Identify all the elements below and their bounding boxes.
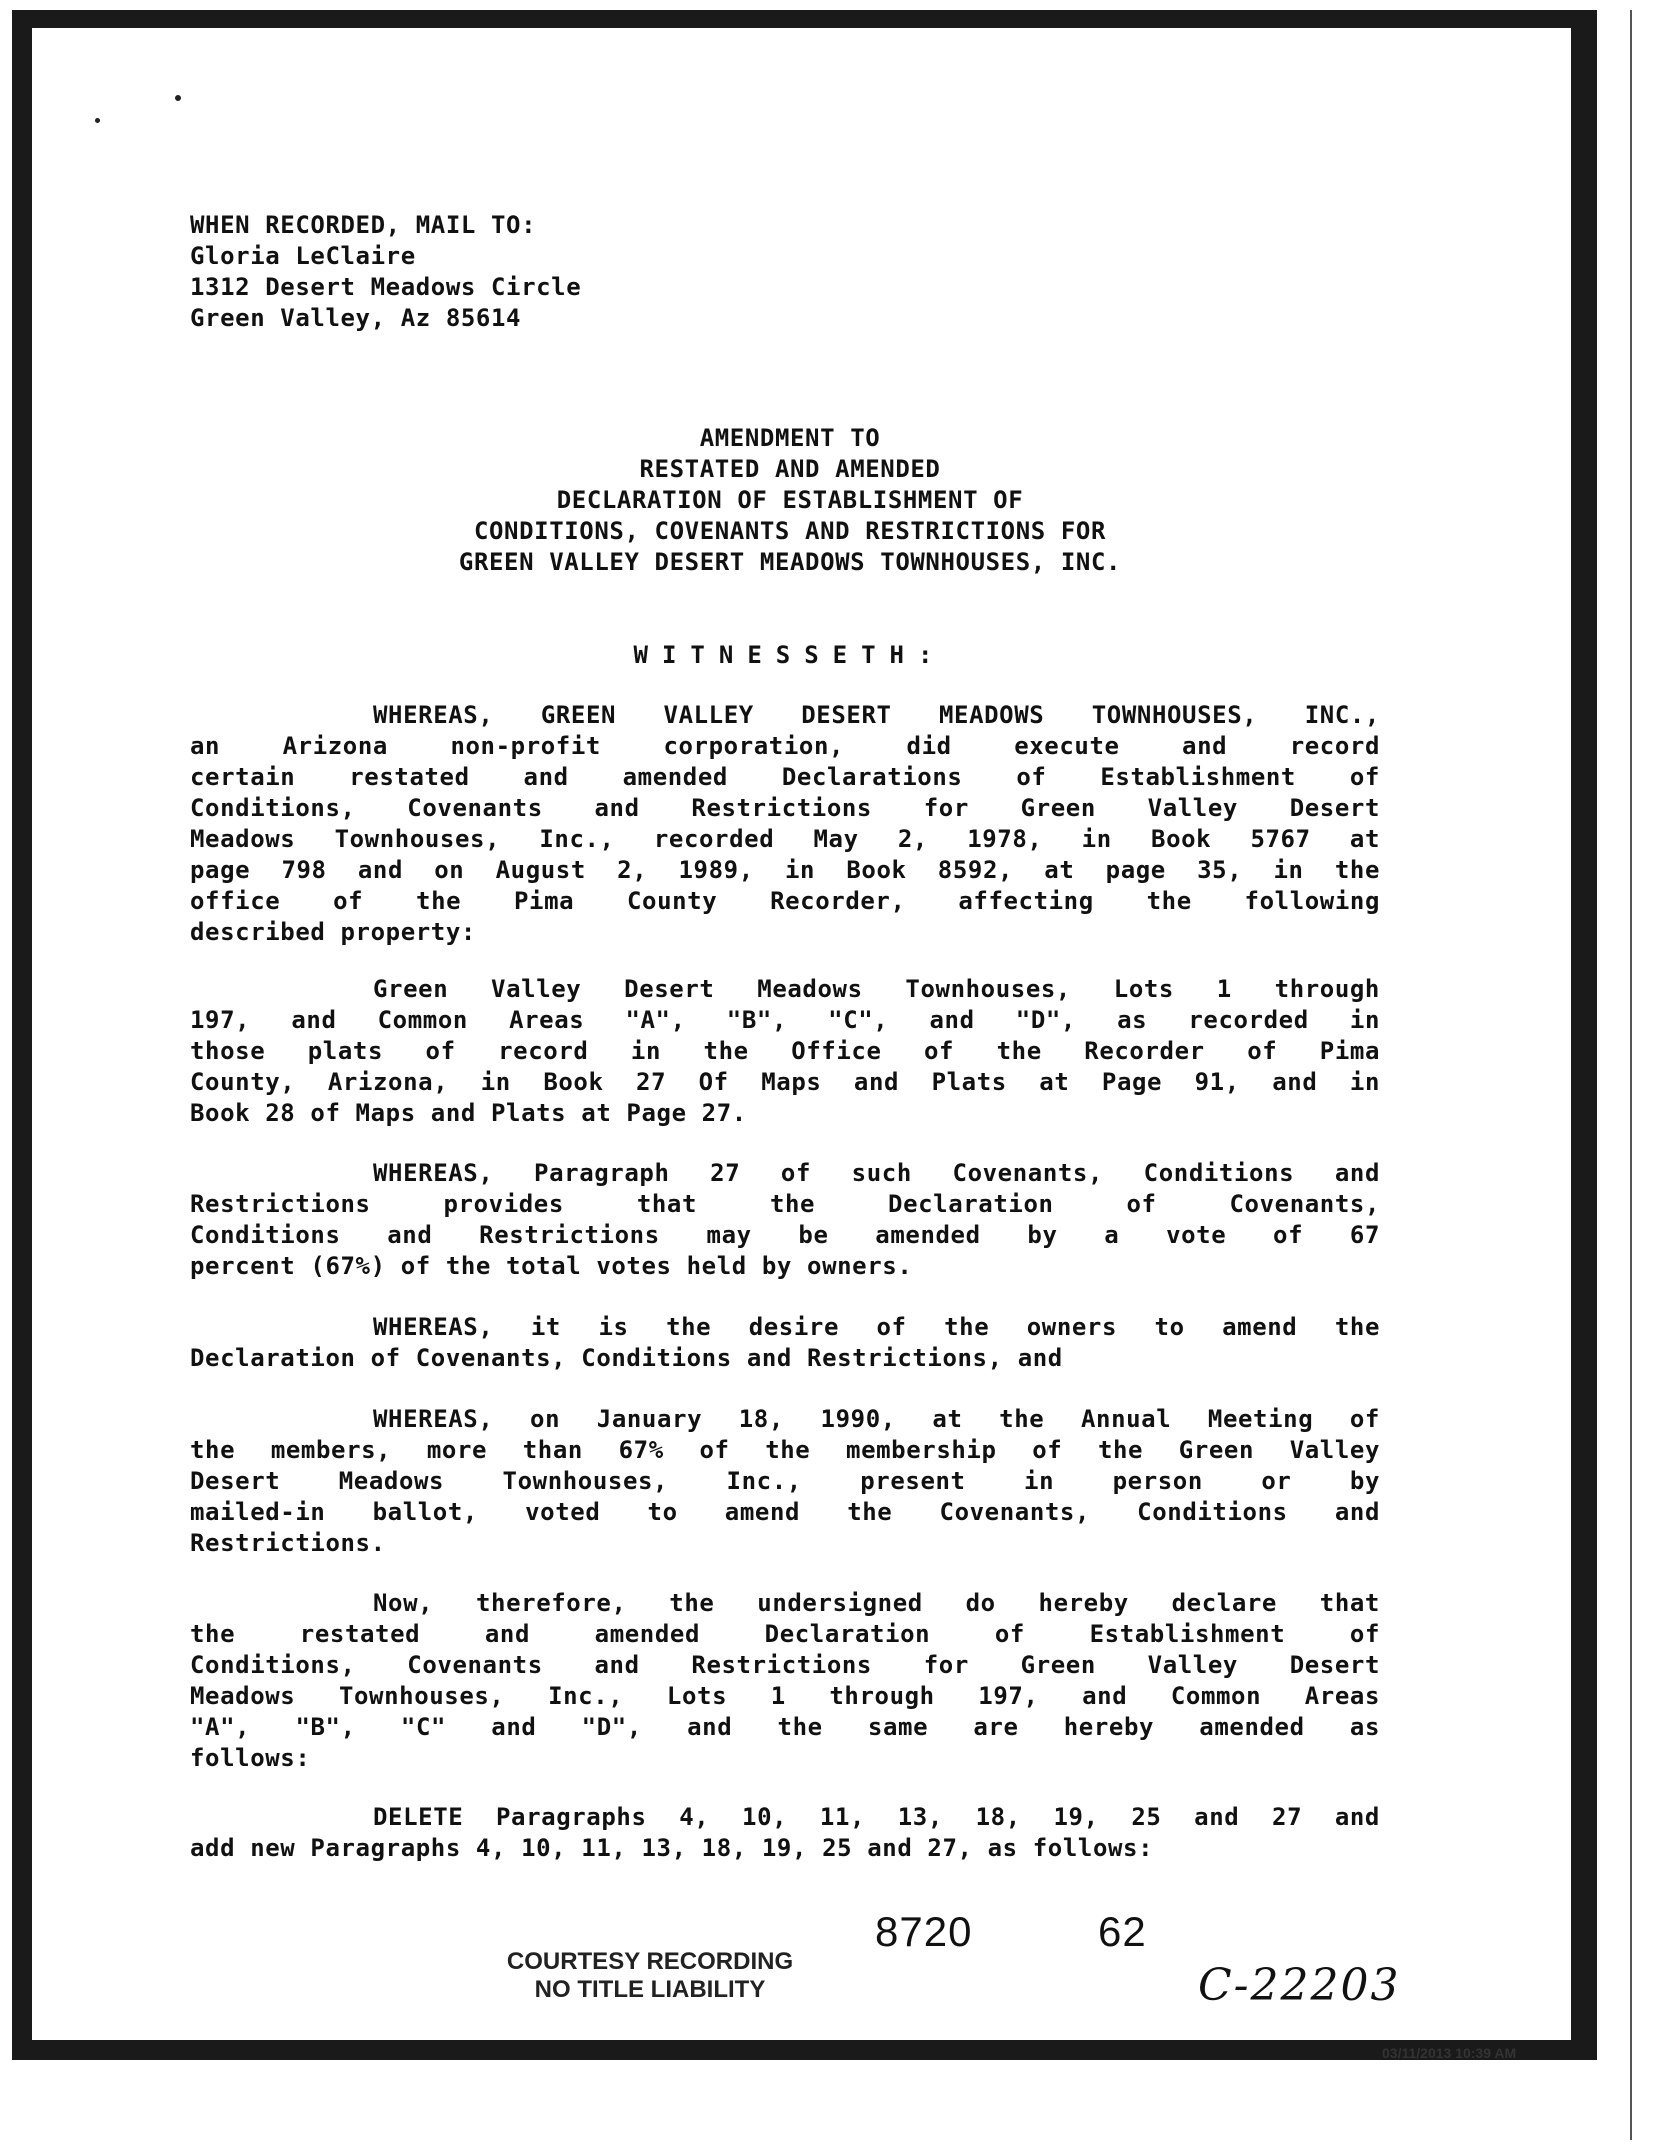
paragraph-line: Green Valley Desert Meadows Townhouses, Lots 1 through <box>373 975 1380 1003</box>
paragraph-line: certain restated and amended Declarations of Establishment of <box>190 763 1380 791</box>
book-number: 8720 <box>875 1908 973 1955</box>
title-line: RESTATED AND AMENDED <box>639 455 941 483</box>
witnesseth-heading: WITNESSETH: <box>633 641 947 669</box>
paragraph-line: described property: <box>190 918 476 946</box>
paragraph-whereas-declarations <box>190 700 1380 948</box>
title-line: DECLARATION OF ESTABLISHMENT OF <box>556 486 1024 514</box>
paragraph-line: Declaration of Covenants, Conditions and Restrictions, and <box>190 1344 1063 1372</box>
document-title <box>190 423 1390 578</box>
paragraph-line: Conditions and Restrictions may be amended by a vote of 67 <box>190 1221 1380 1249</box>
scan-speck <box>95 118 100 123</box>
paragraph-line: follows: <box>190 1744 311 1772</box>
paragraph-line: the restated and amended Declaration of Establishment of <box>190 1620 1380 1648</box>
paragraph-line: Conditions, Covenants and Restrictions for Green Valley Desert <box>190 794 1380 822</box>
paragraph-line: Conditions, Covenants and Restrictions for Green Valley Desert <box>190 1651 1380 1679</box>
paragraph-line: "A", "B", "C" and "D", and the same are hereby amended as <box>190 1713 1380 1741</box>
paragraph-line: Book 28 of Maps and Plats at Page 27. <box>190 1099 747 1127</box>
paragraph-line: mailed-in ballot, voted to amend the Covenants, Conditions and <box>190 1498 1380 1526</box>
paragraph-property-description <box>190 974 1380 1129</box>
paragraph-line: Restrictions provides that the Declaration of Covenants, <box>190 1190 1380 1218</box>
stamp-line: COURTESY RECORDING <box>506 1948 794 1975</box>
page-number: 62 <box>1098 1908 1147 1955</box>
paragraph-line: percent (67%) of the total votes held by owners. <box>190 1252 913 1280</box>
paragraph-line: Meadows Townhouses, Inc., recorded May 2, 1978, in Book 5767 at <box>190 825 1380 853</box>
scan-edge <box>1630 10 1632 2140</box>
recording-address-block <box>190 210 581 334</box>
paragraph-line: those plats of record in the Office of the Recorder of Pima <box>190 1037 1380 1065</box>
stamp-line: NO TITLE LIABILITY <box>534 1976 766 2003</box>
paragraph-line: the members, more than 67% of the membership of the Green Valley <box>190 1436 1380 1464</box>
paragraph-line: WHEREAS, Paragraph 27 of such Covenants, Conditions and <box>373 1159 1380 1187</box>
paragraph-line: Desert Meadows Townhouses, Inc., present in person or by <box>190 1467 1380 1495</box>
paragraph-line: an Arizona non-profit corporation, did execute and record <box>190 732 1380 760</box>
paragraph-line: Now, therefore, the undersigned do hereby declare that <box>373 1589 1380 1617</box>
paragraph-line: WHEREAS, on January 18, 1990, at the Annual Meeting of <box>373 1405 1380 1433</box>
paragraph-whereas-annual-meeting <box>190 1404 1380 1559</box>
paragraph-now-therefore <box>190 1588 1380 1774</box>
recipient-city: Green Valley, Az 85614 <box>190 304 522 332</box>
recipient-street: 1312 Desert Meadows Circle <box>190 273 582 301</box>
paragraph-delete-add <box>190 1802 1380 1864</box>
paragraph-line: County, Arizona, in Book 27 Of Maps and Plats at Page 91, and in <box>190 1068 1380 1096</box>
paragraph-line: office of the Pima County Recorder, affecting the following <box>190 887 1380 915</box>
paragraph-line: 197, and Common Areas "A", "B", "C", and "D", as recorded in <box>190 1006 1380 1034</box>
recording-heading: WHEN RECORDED, MAIL TO: <box>190 211 537 239</box>
paragraph-whereas-amendment-vote <box>190 1158 1380 1282</box>
courtesy-recording-stamp <box>505 1948 795 2004</box>
paragraph-line: DELETE Paragraphs 4, 10, 11, 13, 18, 19, 25 and 27 and <box>373 1803 1380 1831</box>
paragraph-line: page 798 and on August 2, 1989, in Book 8592, at page 35, in the <box>190 856 1380 884</box>
paragraph-line: add new Paragraphs 4, 10, 11, 13, 18, 19, 25 and 27, as follows: <box>190 1834 1154 1862</box>
paragraph-line: WHEREAS, it is the desire of the owners to amend the <box>373 1313 1380 1341</box>
paragraph-line: Restrictions. <box>190 1529 386 1557</box>
recipient-name: Gloria LeClaire <box>190 242 416 270</box>
scan-timestamp: 03/11/2013 10:39 AM <box>1382 2045 1517 2061</box>
handwritten-case-number: C-22203 <box>1198 1960 1401 2011</box>
paragraph-line: Meadows Townhouses, Inc., Lots 1 through 197, and Common Areas <box>190 1682 1380 1710</box>
title-line: GREEN VALLEY DESERT MEADOWS TOWNHOUSES, INC. <box>458 548 1122 576</box>
scan-speck <box>175 95 181 101</box>
paragraph-line: WHEREAS, GREEN VALLEY DESERT MEADOWS TOWNHOUSES, INC., <box>373 701 1380 729</box>
title-line: AMENDMENT TO <box>699 424 881 452</box>
title-line: CONDITIONS, COVENANTS AND RESTRICTIONS FOR <box>473 517 1107 545</box>
paragraph-whereas-desire <box>190 1312 1380 1374</box>
